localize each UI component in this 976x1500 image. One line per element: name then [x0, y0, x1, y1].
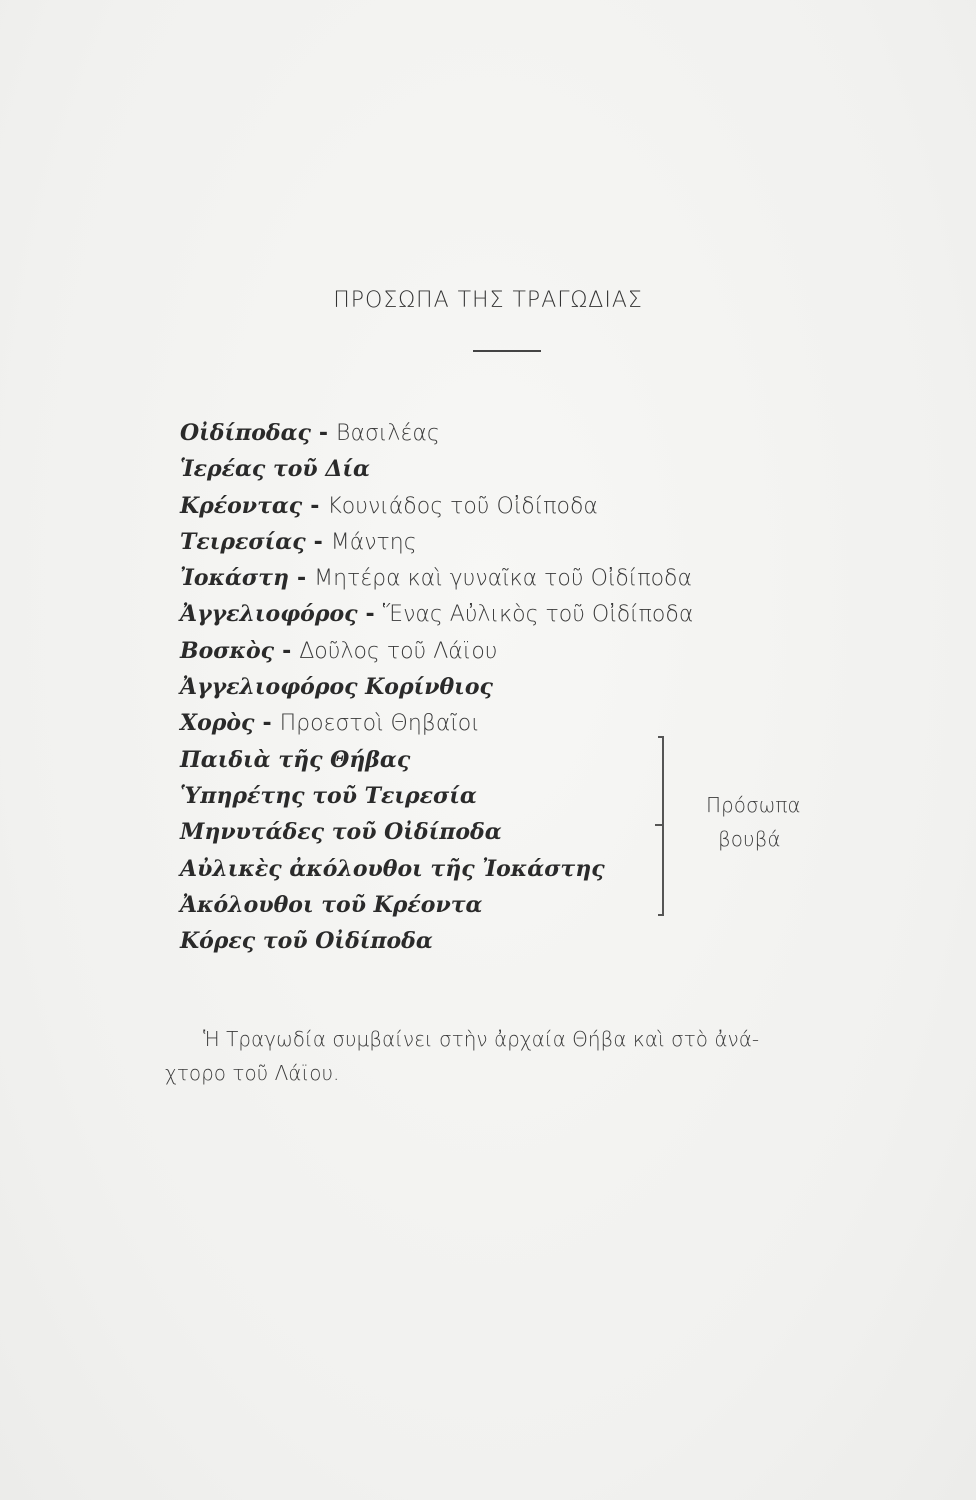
setting-note: [165, 1022, 855, 1090]
cast-item: [180, 669, 740, 705]
cast-item: [180, 778, 740, 814]
cast-name: Τειρεσίας: [180, 528, 306, 555]
cast-item: [180, 814, 740, 850]
cast-item: [180, 488, 740, 524]
cast-item: [180, 633, 740, 669]
cast-description: Προεστοὶ Θηβαῖοι: [279, 711, 480, 737]
cast-item: [180, 451, 740, 487]
cast-item: [180, 415, 740, 451]
cast-separator: -: [310, 493, 320, 519]
cast-name: Ἰοκάστη: [180, 565, 289, 592]
page-title: ΠΡΟΣΩΠΑ ΤΗΣ ΤΡΑΓΩΔΙΑΣ: [333, 288, 643, 313]
cast-name: Κρέοντας: [180, 492, 303, 519]
setting-line2: χτορο τοῦ Λάϊου.: [165, 1061, 340, 1085]
cast-description: Κουνιάδος τοῦ Οἰδίποδα: [327, 493, 598, 519]
brace-notch: [655, 824, 663, 826]
cast-name: Ἱερέας τοῦ Δία: [180, 456, 370, 483]
cast-item: [180, 596, 740, 632]
cast-name: Χορὸς: [180, 710, 255, 737]
title-divider: [473, 350, 541, 352]
cast-description: Δοῦλος τοῦ Λάϊου: [299, 638, 498, 664]
cast-item: [180, 742, 740, 778]
cast-separator: -: [262, 711, 272, 737]
setting-line1: Ἡ Τραγωδία συμβαίνει στὴν ἀρχαία Θήβα καὶ στὸ ἀνά-: [203, 1027, 760, 1051]
cast-description: Μητέρα καὶ γυναῖκα τοῦ Οἰδίποδα: [314, 566, 692, 592]
cast-name: Ὑπηρέτης τοῦ Τειρεσία: [180, 782, 477, 809]
cast-description: Μάντης: [330, 529, 417, 555]
cast-separator: -: [365, 602, 375, 628]
mute-characters-label: [706, 788, 801, 856]
cast-list: [180, 415, 740, 959]
cast-separator: -: [282, 638, 292, 664]
mute-label-line1: Πρόσωπα: [706, 793, 801, 817]
grouping-brace: [658, 728, 670, 922]
cast-name: Ἀγγελιοφόρος: [180, 601, 358, 628]
cast-separator: -: [313, 529, 323, 555]
cast-name: Βοσκὸς: [180, 637, 275, 664]
cast-description: Βασιλέας: [336, 421, 440, 446]
cast-name: Ἀγγελιοφόρος Κορίνθιος: [180, 674, 493, 701]
cast-name: Παιδιὰ τῆς Θήβας: [180, 746, 411, 773]
cast-item: [180, 923, 740, 959]
cast-name: Οἰδίποδας: [180, 420, 311, 446]
brace-bottom: [658, 914, 664, 916]
cast-separator: -: [296, 566, 307, 592]
cast-description: Ἕνας Αὐλικὸς τοῦ Οἰδίποδα: [382, 602, 694, 628]
cast-name: Κόρες τοῦ Οἰδίποδα: [180, 928, 433, 955]
cast-name: Μηνυτάδες τοῦ Οἰδίποδα: [180, 819, 502, 846]
mute-label-line2: βουβά: [718, 827, 781, 851]
cast-item: [180, 524, 740, 560]
brace-line: [662, 736, 664, 916]
cast-separator: -: [318, 421, 329, 446]
cast-item: [180, 851, 740, 887]
cast-name: Αὐλικὲς ἀκόλουθοι τῆς Ἰοκάστης: [180, 855, 605, 882]
cast-item: [180, 560, 740, 596]
cast-name: Ἀκόλουθοι τοῦ Κρέοντα: [180, 891, 483, 918]
cast-item: [180, 887, 740, 923]
cast-item: [180, 705, 740, 741]
